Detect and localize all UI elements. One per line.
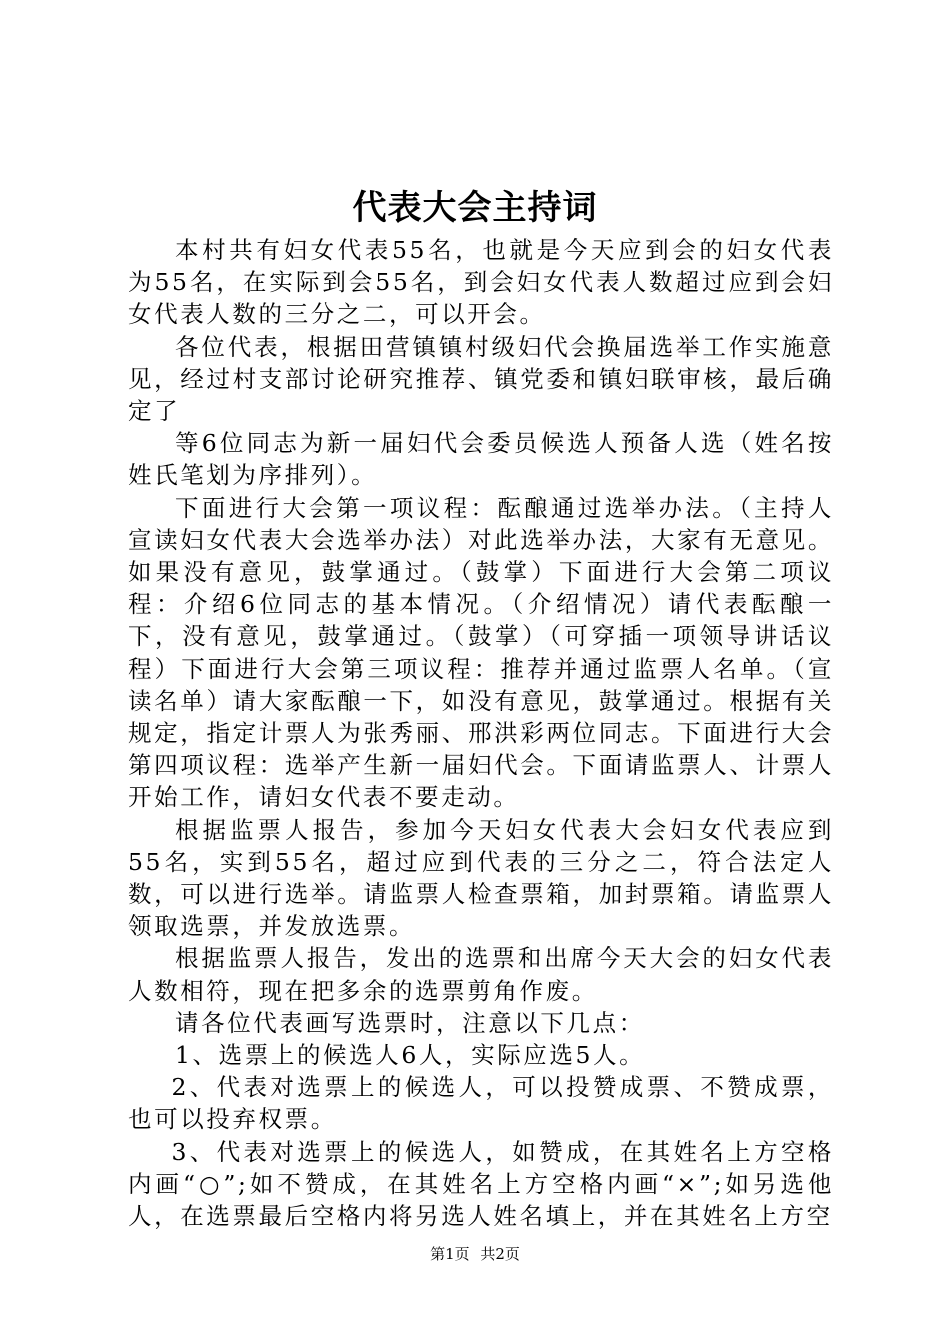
- paragraph-rule-2: 2、代表对选票上的候选人，可以投赞成票、不赞成票，也可以投弃权票。: [128, 1073, 834, 1134]
- paragraph-instructions-heading: 请各位代表画写选票时，注意以下几点：: [175, 1008, 645, 1037]
- paragraph-attendance: 本村共有妇女代表55名，也就是今天应到会的妇女代表为55名，在实际到会55名，到会妇女代表人数超过应到会妇女代表人数的三分之二，可以开会。: [128, 236, 834, 329]
- paragraph-quorum: 根据监票人报告，参加今天妇女代表大会妇女代表应到55名，实到55名，超过应到代表的三分之二，符合法定人数，可以进行选举。请监票人检查票箱，加封票箱。请监票人领取选票，并发放选票。: [128, 815, 834, 941]
- document-body: [128, 234, 834, 1232]
- page-number: 第1页: [430, 1245, 470, 1263]
- paragraph-rule-1: 1、选票上的候选人6人，实际应选5人。: [175, 1041, 646, 1070]
- paragraph-ballots: 根据监票人报告，发出的选票和出席今天大会的妇女代表人数相符，现在把多余的选票剪角作废。: [128, 944, 834, 1005]
- document-title: 代表大会主持词: [352, 188, 598, 228]
- paragraph-rule-3: 3、代表对选票上的候选人，如赞成，在其姓名上方空格内画“○”;如不赞成，在其姓名上方空格内画“×”;如另选他人，在选票最后空格内将另选人姓名填上，并在其姓名上方空: [128, 1137, 834, 1231]
- paragraph-candidates-intro: 各位代表，根据田营镇镇村级妇代会换届选举工作实施意见，经过村支部讨论研究推荐、镇党委和镇妇联审核，最后确定了: [128, 332, 834, 426]
- page-footer: [0, 1244, 950, 1264]
- paragraph-candidates-list: 等6位同志为新一届妇代会委员候选人预备人选（姓名按姓氏笔划为序排列）。: [128, 429, 834, 490]
- paragraph-agenda: 下面进行大会第一项议程：酝酿通过选举办法。（主持人宣读妇女代表大会选举办法）对此选举办法，大家有无意见。如果没有意见，鼓掌通过。（鼓掌）下面进行大会第二项议程：介绍6位同志的基本情况。（介绍情况）请代表酝酿一下，没有意见，鼓掌通过。（鼓掌）（可穿插一项领导讲话议程）下面进行大会第三项议程：推荐并通过监票人名单。（宣读名单）请大家酝酿一下，如没有意见，鼓掌通过。根据有关规定，指定计票人为张秀丽、邢洪彩两位同志。下面进行大会第四项议程：选举产生新一届妇代会。下面请监票人、计票人开始工作，请妇女代表不要走动。: [128, 493, 834, 812]
- page-total: 共2页: [480, 1245, 520, 1263]
